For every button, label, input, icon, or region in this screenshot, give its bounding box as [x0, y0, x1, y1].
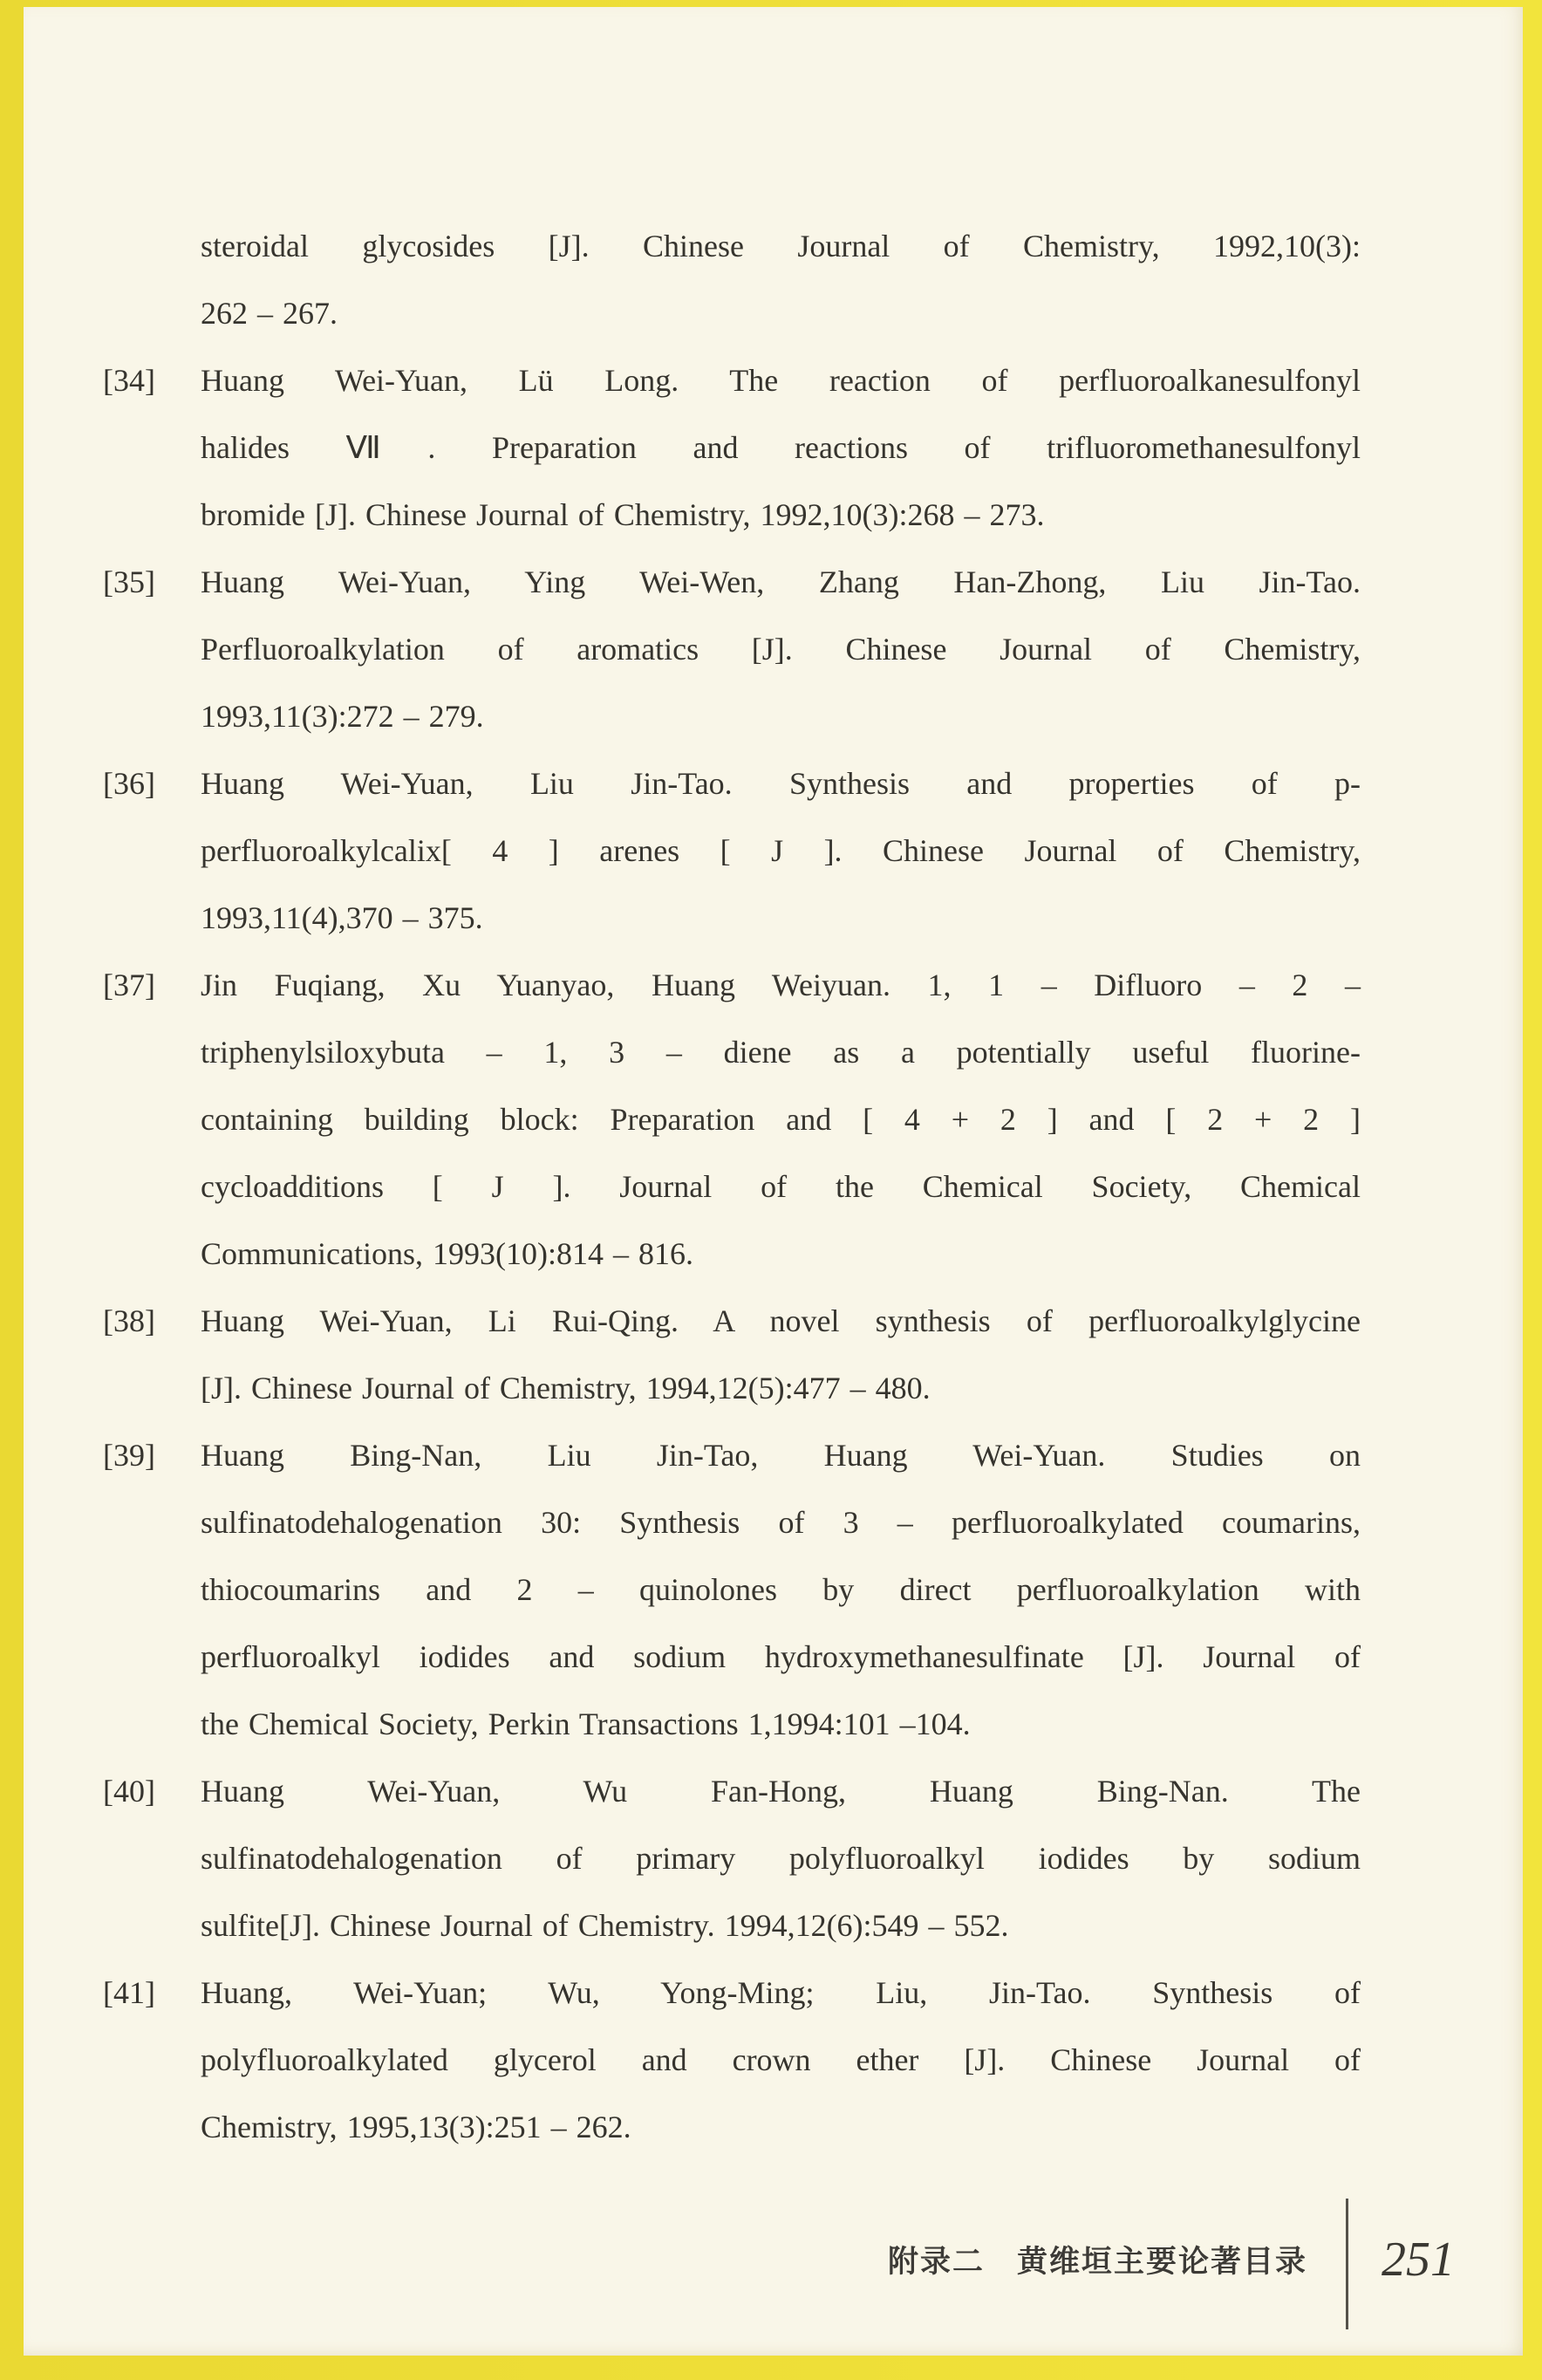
reference-line: perfluoroalkyl iodides and sodium hydroxymethanesulfinate [J]. Journal of — [201, 1639, 1361, 1674]
page-footer — [888, 2190, 1470, 2329]
reference-number: [41] — [103, 1975, 155, 2010]
reference-entry — [103, 952, 1361, 1288]
reference-line: sulfinatodehalogenation of primary polyfluoroalkyl iodides by sodium — [201, 1841, 1361, 1876]
reference-line: containing building block: Preparation and [ 4 + 2 ] and [ 2 + 2 ] — [201, 1102, 1361, 1137]
reference-line: sulfite[J]. Chinese Journal of Chemistry. 1994,12(6):549 – 552. — [201, 1908, 1009, 1943]
reference-line: Communications, 1993(10):814 – 816. — [201, 1236, 693, 1271]
reference-line: Huang Wei-Yuan, Liu Jin-Tao. Synthesis and properties of p- — [201, 766, 1361, 801]
reference-line: halides Ⅶ. Preparation and reactions of trifluoromethanesulfonyl — [201, 430, 1361, 465]
reference-number: [35] — [103, 564, 155, 599]
footer-divider-line — [1346, 2199, 1348, 2329]
reference-number: [37] — [103, 968, 155, 1002]
reference-entry — [103, 1288, 1361, 1422]
reference-entry — [103, 347, 1361, 549]
reference-line: [J]. Chinese Journal of Chemistry, 1994,12(5):477 – 480. — [201, 1371, 931, 1405]
reference-line: steroidal glycosides [J]. Chinese Journal of Chemistry, 1992,10(3): — [201, 229, 1361, 263]
reference-line: Huang Bing-Nan, Liu Jin-Tao, Huang Wei-Yuan. Studies on — [201, 1438, 1361, 1473]
reference-line: Huang Wei-Yuan, Ying Wei-Wen, Zhang Han-Zhong, Liu Jin-Tao. — [201, 564, 1361, 599]
reference-entry — [201, 213, 1361, 347]
reference-line: Jin Fuqiang, Xu Yuanyao, Huang Weiyuan. 1, 1 – Difluoro – 2 – — [201, 968, 1361, 1002]
reference-line: sulfinatodehalogenation 30: Synthesis of 3 – perfluoroalkylated coumarins, — [201, 1505, 1361, 1540]
reference-line: 1993,11(3):272 – 279. — [201, 699, 484, 734]
paper-page — [24, 7, 1523, 2356]
reference-entry — [103, 1959, 1361, 2161]
reference-entry — [103, 750, 1361, 952]
reference-number: [39] — [103, 1438, 155, 1473]
reference-entry — [103, 1758, 1361, 1959]
reference-line: polyfluoroalkylated glycerol and crown ether [J]. Chinese Journal of — [201, 2042, 1361, 2077]
reference-entry — [103, 1422, 1361, 1758]
reference-number: [34] — [103, 363, 155, 398]
reference-line: triphenylsiloxybuta – 1, 3 – diene as a potentially useful fluorine- — [201, 1035, 1361, 1070]
reference-line: Perfluoroalkylation of aromatics [J]. Chinese Journal of Chemistry, — [201, 632, 1361, 667]
references-list — [103, 213, 1361, 2161]
reference-line: 262 – 267. — [201, 296, 338, 331]
reference-line: cycloadditions [ J ]. Journal of the Chemical Society, Chemical — [201, 1169, 1361, 1204]
reference-line: the Chemical Society, Perkin Transactions 1,1994:101 –104. — [201, 1706, 971, 1741]
reference-line: Huang Wei-Yuan, Lü Long. The reaction of perfluoroalkanesulfonyl — [201, 363, 1361, 398]
reference-line: Huang, Wei-Yuan; Wu, Yong-Ming; Liu, Jin-Tao. Synthesis of — [201, 1975, 1361, 2010]
reference-number: [40] — [103, 1774, 155, 1809]
reference-entry — [103, 549, 1361, 750]
reference-number: [38] — [103, 1303, 155, 1338]
reference-number: [36] — [103, 766, 155, 801]
page-number: 251 — [1382, 2233, 1455, 2287]
reference-line: Huang Wei-Yuan, Li Rui-Qing. A novel synthesis of perfluoroalkylglycine — [201, 1303, 1361, 1338]
reference-line: bromide [J]. Chinese Journal of Chemistry, 1992,10(3):268 – 273. — [201, 497, 1045, 532]
reference-line: Chemistry, 1995,13(3):251 – 262. — [201, 2110, 631, 2144]
reference-line: 1993,11(4),370 – 375. — [201, 900, 483, 935]
reference-line: thiocoumarins and 2 – quinolones by direct perfluoroalkylation with — [201, 1572, 1361, 1607]
reference-line: perfluoroalkylcalix[ 4 ] arenes [ J ]. Chinese Journal of Chemistry, — [201, 833, 1361, 868]
reference-line: Huang Wei-Yuan, Wu Fan-Hong, Huang Bing-Nan. The — [201, 1774, 1361, 1809]
footer-section-label: 附录二 黄维垣主要论著目录 — [887, 2245, 1307, 2279]
